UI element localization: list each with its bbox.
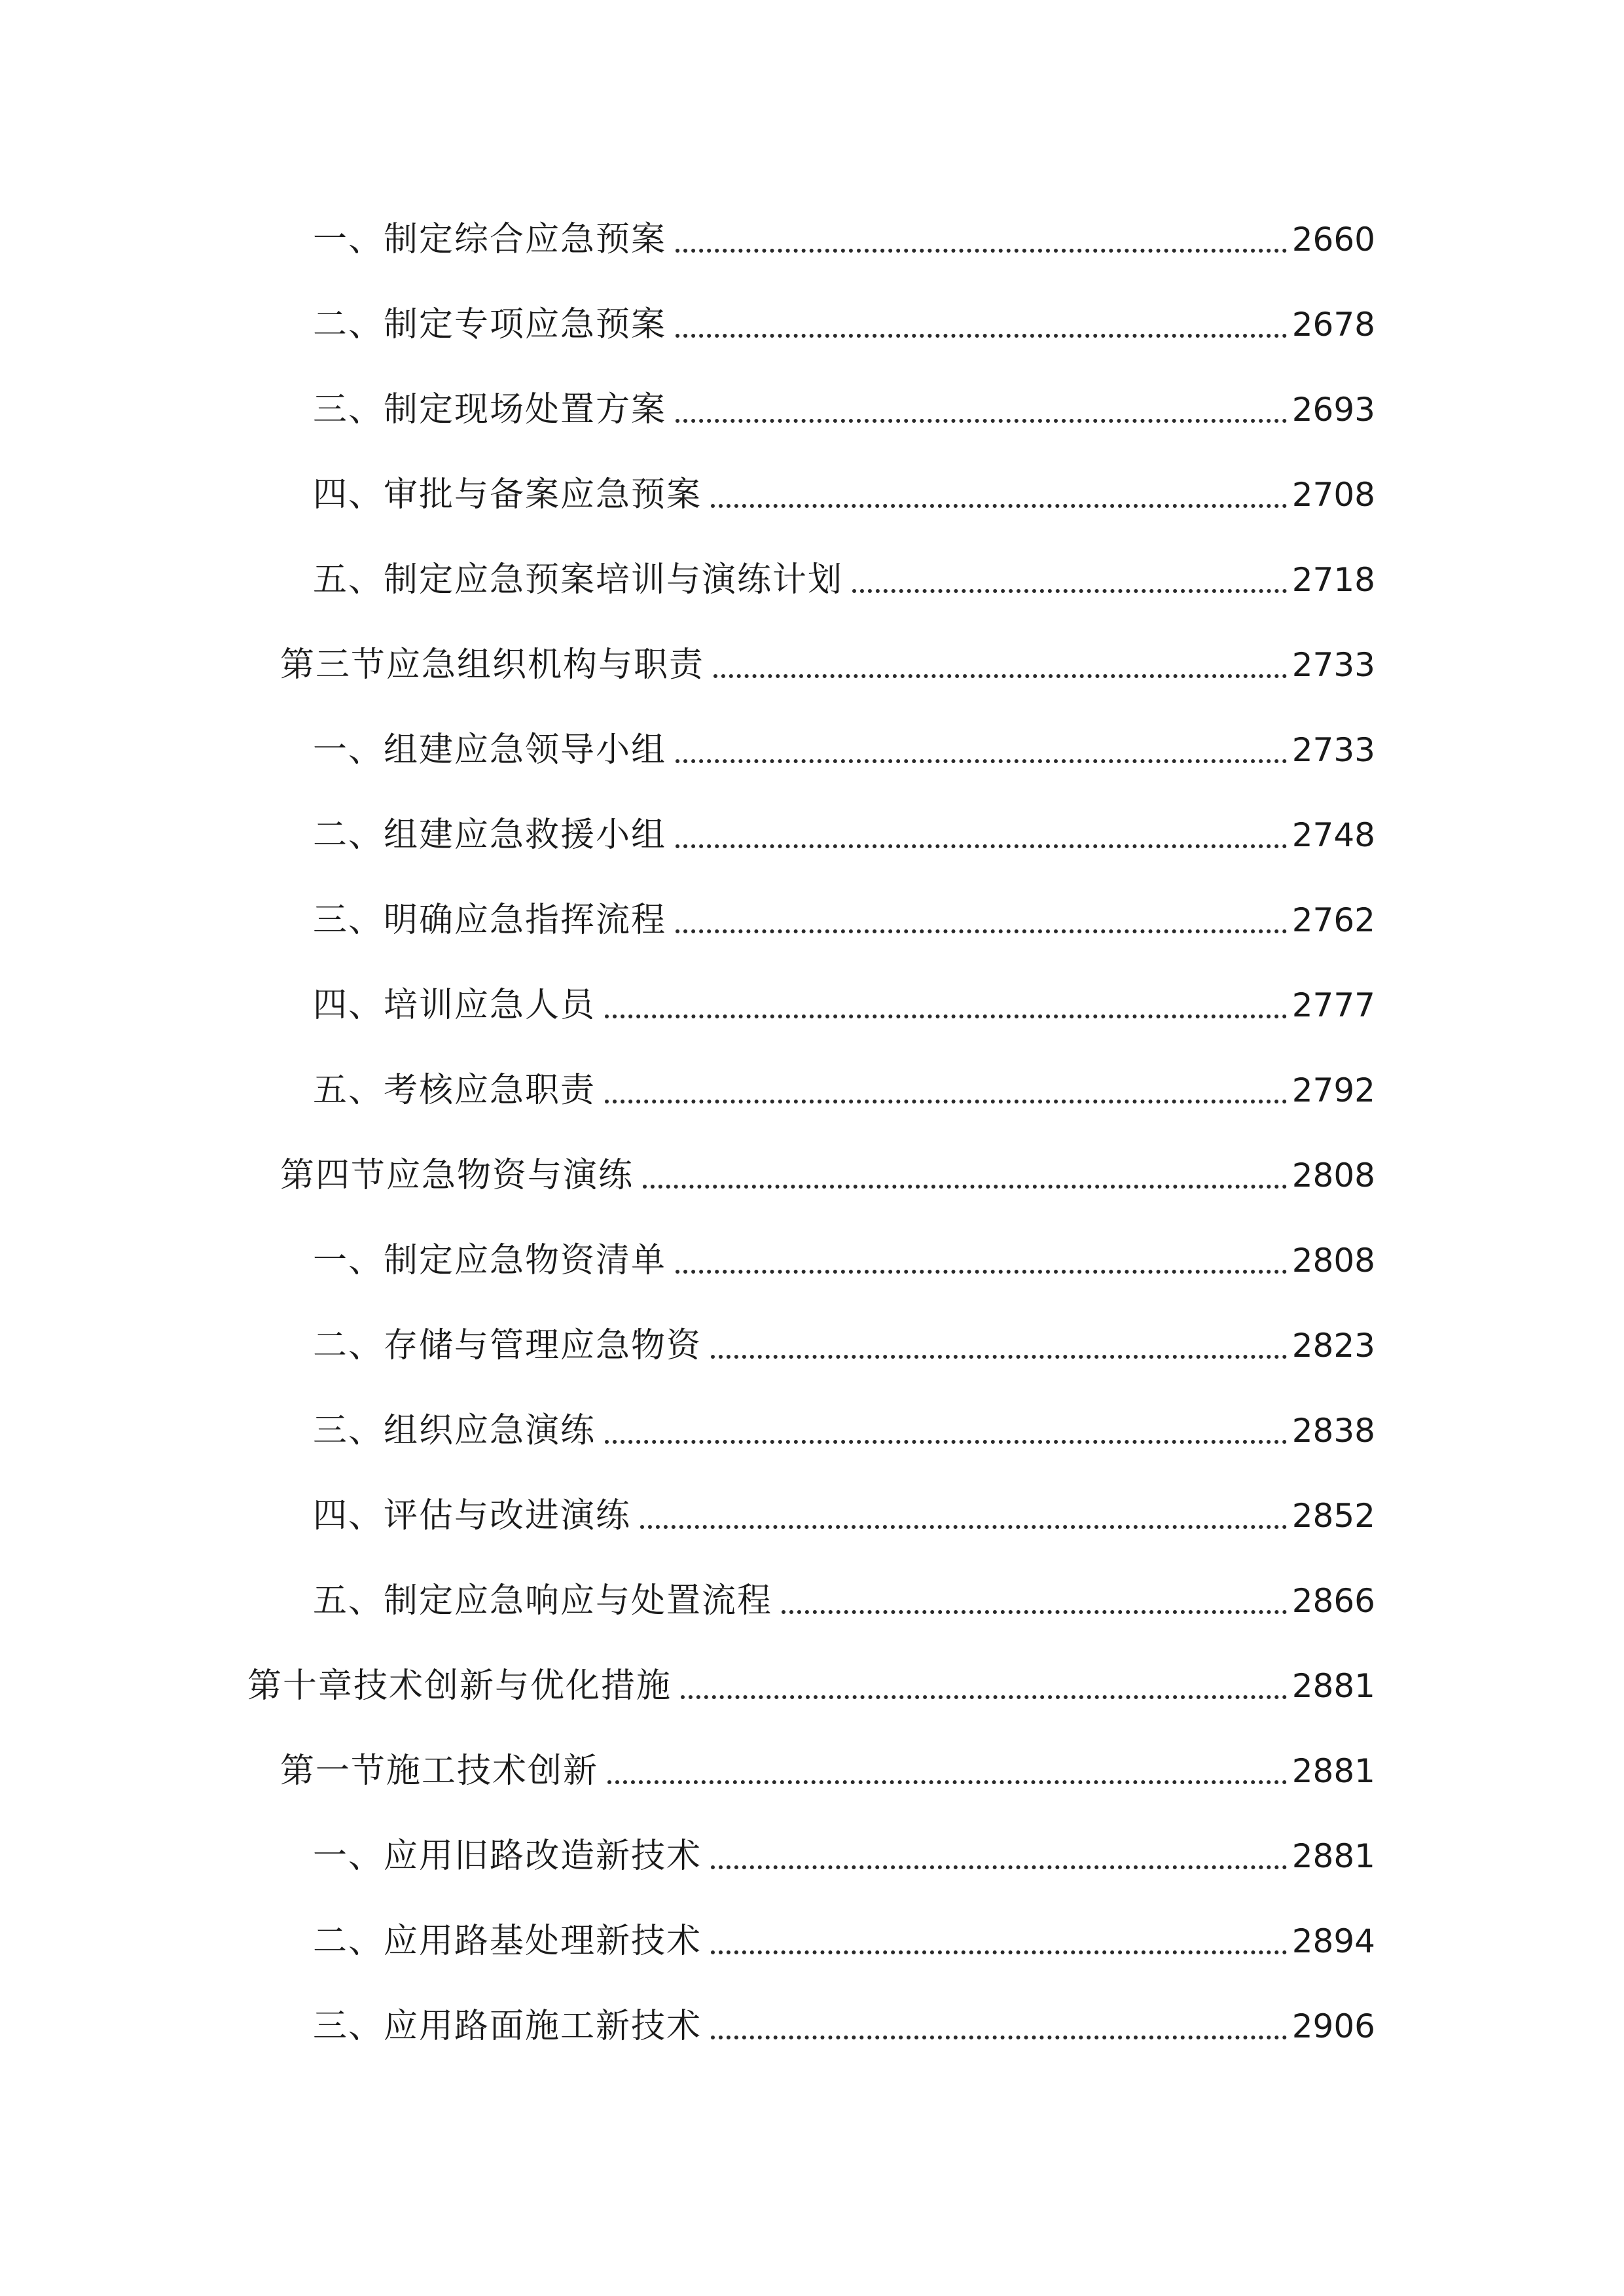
toc-entry-page: 2881 <box>1291 1752 1375 1790</box>
dot-leader <box>640 1525 1287 1529</box>
toc-entry[interactable] <box>313 894 1375 946</box>
toc-entry-page: 2733 <box>1291 731 1375 769</box>
toc-entry-page: 2733 <box>1291 646 1375 684</box>
toc-entry-page: 2852 <box>1291 1497 1375 1535</box>
dot-leader <box>711 2036 1287 2039</box>
dot-leader <box>676 334 1287 338</box>
dot-leader <box>605 1440 1287 1444</box>
dot-leader <box>676 844 1287 848</box>
toc-entry-title: 第四节应急物资与演练 <box>280 1156 634 1195</box>
toc-entry[interactable] <box>313 384 1375 436</box>
toc-entry-page: 2718 <box>1291 561 1375 599</box>
toc-entry-title: 五、制定应急预案培训与演练计划 <box>313 560 844 600</box>
toc-entry[interactable] <box>313 1064 1375 1117</box>
toc-chapter-entry[interactable] <box>247 1660 1375 1712</box>
dot-leader <box>676 759 1287 763</box>
dot-leader <box>711 1865 1287 1869</box>
toc-entry[interactable] <box>313 1575 1375 1627</box>
toc-entry-title: 一、制定应急物资清单 <box>313 1241 667 1280</box>
dot-leader <box>605 1014 1287 1018</box>
toc-entry-title: 二、制定专项应急预案 <box>313 305 667 344</box>
toc-entry[interactable] <box>313 469 1375 521</box>
toc-section-entry[interactable] <box>280 1745 1375 1797</box>
toc-entry-page: 2823 <box>1291 1327 1375 1365</box>
toc-entry-page: 2762 <box>1291 901 1375 939</box>
toc-entry-title: 二、组建应急救援小组 <box>313 816 667 855</box>
toc-entry-page: 2808 <box>1291 1157 1375 1194</box>
toc-entry-page: 2777 <box>1291 986 1375 1024</box>
toc-entry-title: 三、明确应急指挥流程 <box>313 901 667 940</box>
toc-entry-title: 五、考核应急职责 <box>313 1071 596 1110</box>
dot-leader <box>711 1355 1287 1359</box>
toc-entry-page: 2881 <box>1291 1837 1375 1875</box>
toc-entry-page: 2866 <box>1291 1582 1375 1620</box>
toc-entry-title: 第三节应急组织机构与职责 <box>280 645 705 685</box>
dot-leader <box>681 1695 1287 1699</box>
toc-entry[interactable] <box>313 809 1375 861</box>
dot-leader <box>711 1950 1287 1954</box>
toc-entry-title: 一、应用旧路改造新技术 <box>313 1837 702 1876</box>
toc-entry-page: 2748 <box>1291 816 1375 854</box>
toc-entry[interactable] <box>313 1319 1375 1372</box>
dot-leader <box>852 589 1287 593</box>
toc-entry[interactable] <box>313 1234 1375 1287</box>
toc-entry[interactable] <box>313 1830 1375 1882</box>
toc-entry-page: 2792 <box>1291 1071 1375 1109</box>
toc-entry-page: 2693 <box>1291 391 1375 429</box>
toc-entry-title: 三、制定现场处置方案 <box>313 390 667 429</box>
toc-entry[interactable] <box>313 724 1375 776</box>
toc-entry-title: 二、存储与管理应急物资 <box>313 1326 702 1365</box>
toc-entry[interactable] <box>313 979 1375 1031</box>
toc-entry-page: 2838 <box>1291 1412 1375 1450</box>
dot-leader <box>676 249 1287 253</box>
toc-entry-title: 第一节施工技术创新 <box>280 1751 599 1791</box>
toc-entry-page: 2708 <box>1291 476 1375 514</box>
toc-entry-title: 四、评估与改进演练 <box>313 1496 632 1535</box>
toc-entry-title: 三、组织应急演练 <box>313 1411 596 1450</box>
toc-section-entry[interactable] <box>280 1149 1375 1202</box>
dot-leader <box>676 419 1287 423</box>
toc-entry[interactable] <box>313 298 1375 351</box>
toc-entry-page: 2678 <box>1291 306 1375 344</box>
toc-entry[interactable] <box>313 554 1375 606</box>
toc-entry-title: 第十章技术创新与优化措施 <box>247 1666 672 1706</box>
toc-entry-page: 2906 <box>1291 2007 1375 2045</box>
toc-entry-title: 一、制定综合应急预案 <box>313 220 667 259</box>
dot-leader <box>605 1100 1287 1103</box>
toc-entry-title: 一、组建应急领导小组 <box>313 730 667 770</box>
toc-entry-title: 五、制定应急响应与处置流程 <box>313 1581 773 1621</box>
toc-entry[interactable] <box>313 1915 1375 1967</box>
dot-leader <box>711 504 1287 508</box>
toc-entry[interactable] <box>313 213 1375 266</box>
toc-entry-page: 2881 <box>1291 1667 1375 1705</box>
toc-entry-page: 2660 <box>1291 221 1375 259</box>
toc-entry[interactable] <box>313 1405 1375 1457</box>
dot-leader <box>676 929 1287 933</box>
dot-leader <box>782 1610 1287 1614</box>
toc-entry[interactable] <box>313 1490 1375 1542</box>
toc-entry-title: 四、培训应急人员 <box>313 986 596 1025</box>
toc-entry[interactable] <box>313 2000 1375 2053</box>
dot-leader <box>676 1270 1287 1274</box>
toc-entry-page: 2894 <box>1291 1922 1375 1960</box>
toc-entry-title: 三、应用路面施工新技术 <box>313 2007 702 2046</box>
dot-leader <box>713 674 1287 678</box>
toc-entry-title: 四、审批与备案应急预案 <box>313 475 702 514</box>
dot-leader <box>643 1185 1287 1189</box>
toc-entry-page: 2808 <box>1291 1242 1375 1280</box>
toc-section-entry[interactable] <box>280 639 1375 691</box>
dot-leader <box>607 1780 1287 1784</box>
toc-entry-title: 二、应用路基处理新技术 <box>313 1922 702 1961</box>
